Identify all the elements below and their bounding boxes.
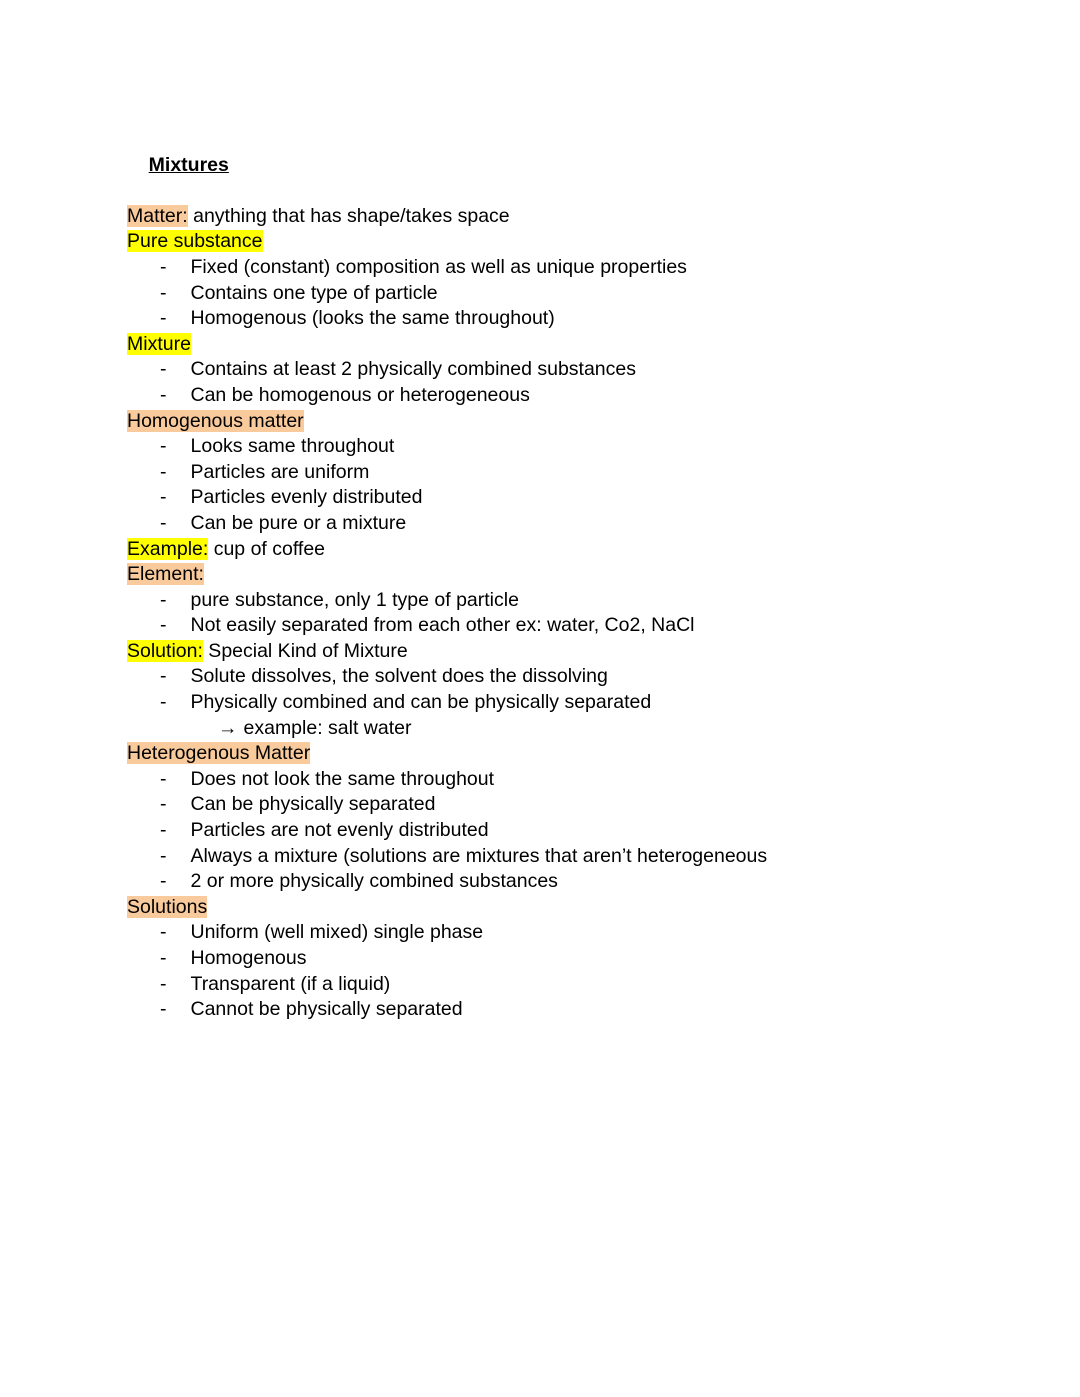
label-line [127, 741, 953, 767]
dash-bullet-icon: - [160, 947, 167, 969]
bullet-item [127, 255, 953, 281]
page-title [127, 127, 953, 204]
bullet-item [127, 613, 953, 639]
label-line [127, 562, 953, 588]
bullet-text: Cannot be physically separated [190, 998, 463, 1021]
bullet-item [127, 869, 953, 895]
highlighted-term: Solutions [127, 895, 208, 918]
dash-bullet-icon: - [160, 435, 167, 458]
label-line [127, 409, 953, 435]
arrow-icon: → [218, 716, 238, 739]
bullet-item [127, 281, 953, 307]
bullet-text: Particles are not evenly distributed [190, 819, 489, 842]
label-text: anything that has shape/takes space [187, 204, 510, 227]
bullet-text: Homogenous [190, 947, 307, 969]
arrow-sub-item [127, 716, 953, 742]
bullet-item [127, 792, 953, 818]
label-line [127, 537, 953, 563]
bullet-text: 2 or more physically combined substances [190, 870, 558, 893]
bullet-text: Homogenous (looks the same throughout) [190, 307, 555, 330]
highlighted-term: Pure substance [127, 230, 263, 253]
label-text: Special Kind of Mixture [202, 639, 408, 662]
bullet-text: Transparent (if a liquid) [190, 972, 391, 995]
label-line [127, 204, 953, 230]
dash-bullet-icon: - [160, 767, 167, 790]
bullet-text: Can be pure or a mixture [190, 511, 407, 534]
bullet-item [127, 434, 953, 460]
bullet-item [127, 997, 953, 1023]
dash-bullet-icon: - [160, 793, 167, 816]
dash-bullet-icon: - [160, 307, 167, 330]
dash-bullet-icon: - [160, 255, 167, 278]
dash-bullet-icon: - [160, 383, 167, 406]
bullet-item [127, 818, 953, 844]
bullet-text: Can be physically separated [190, 793, 436, 816]
highlighted-term: Heterogenous Matter [127, 742, 311, 765]
highlighted-term: Example: [127, 537, 209, 560]
arrow-item-text: example: salt water [243, 716, 412, 739]
dash-bullet-icon: - [160, 844, 167, 867]
bullet-item [127, 946, 953, 972]
bullet-text: Looks same throughout [190, 435, 395, 458]
bullet-item [127, 844, 953, 870]
bullet-text: Does not look the same throughout [190, 767, 495, 790]
dash-bullet-icon: - [160, 460, 167, 483]
bullet-text: Contains at least 2 physically combined substances [190, 358, 636, 381]
bullet-item [127, 690, 953, 716]
dash-bullet-icon: - [160, 511, 167, 534]
bullet-text: Uniform (well mixed) single phase [190, 921, 484, 944]
label-line [127, 639, 953, 665]
bullet-item [127, 460, 953, 486]
bullet-item [127, 920, 953, 946]
dash-bullet-icon: - [160, 614, 167, 637]
bullet-text: Not easily separated from each other ex: water, Co2, NaCl [190, 614, 695, 637]
bullet-item [127, 485, 953, 511]
bullet-item [127, 357, 953, 383]
dash-bullet-icon: - [160, 281, 167, 304]
bullet-text: pure substance, only 1 type of particle [190, 588, 519, 611]
bullet-text: Can be homogenous or heterogeneous [190, 383, 530, 406]
bullet-item [127, 972, 953, 998]
bullet-item [127, 511, 953, 537]
dash-bullet-icon: - [160, 972, 167, 995]
bullet-text: Contains one type of particle [190, 281, 438, 304]
highlighted-term: Mixture [127, 332, 191, 355]
page-title-text: Mixtures [148, 153, 229, 176]
bullet-text: Physically combined and can be physically separated [190, 691, 652, 714]
bullet-item [127, 588, 953, 614]
dash-bullet-icon: - [160, 588, 167, 611]
dash-bullet-icon: - [160, 691, 167, 714]
highlighted-term: Homogenous matter [127, 409, 304, 432]
dash-bullet-icon: - [160, 665, 167, 688]
dash-bullet-icon: - [160, 819, 167, 842]
label-text: cup of coffee [208, 537, 326, 560]
label-line [127, 229, 953, 255]
dash-bullet-icon: - [160, 921, 167, 944]
dash-bullet-icon: - [160, 998, 167, 1021]
label-line [127, 332, 953, 358]
dash-bullet-icon: - [160, 358, 167, 381]
highlighted-term: Solution: [127, 639, 203, 662]
dash-bullet-icon: - [160, 870, 167, 893]
document-content [127, 204, 953, 1023]
bullet-text: Fixed (constant) composition as well as unique properties [190, 255, 687, 278]
bullet-item [127, 664, 953, 690]
bullet-text: Always a mixture (solutions are mixtures that aren’t heterogeneous [190, 844, 768, 867]
bullet-item [127, 767, 953, 793]
bullet-item [127, 383, 953, 409]
bullet-text: Particles evenly distributed [190, 486, 423, 509]
bullet-item [127, 306, 953, 332]
highlighted-term: Matter: [127, 204, 188, 227]
bullet-text: Solute dissolves, the solvent does the dissolving [190, 665, 608, 688]
dash-bullet-icon: - [160, 486, 167, 509]
highlighted-term: Element: [127, 563, 204, 586]
bullet-text: Particles are uniform [190, 460, 370, 483]
label-line [127, 895, 953, 921]
